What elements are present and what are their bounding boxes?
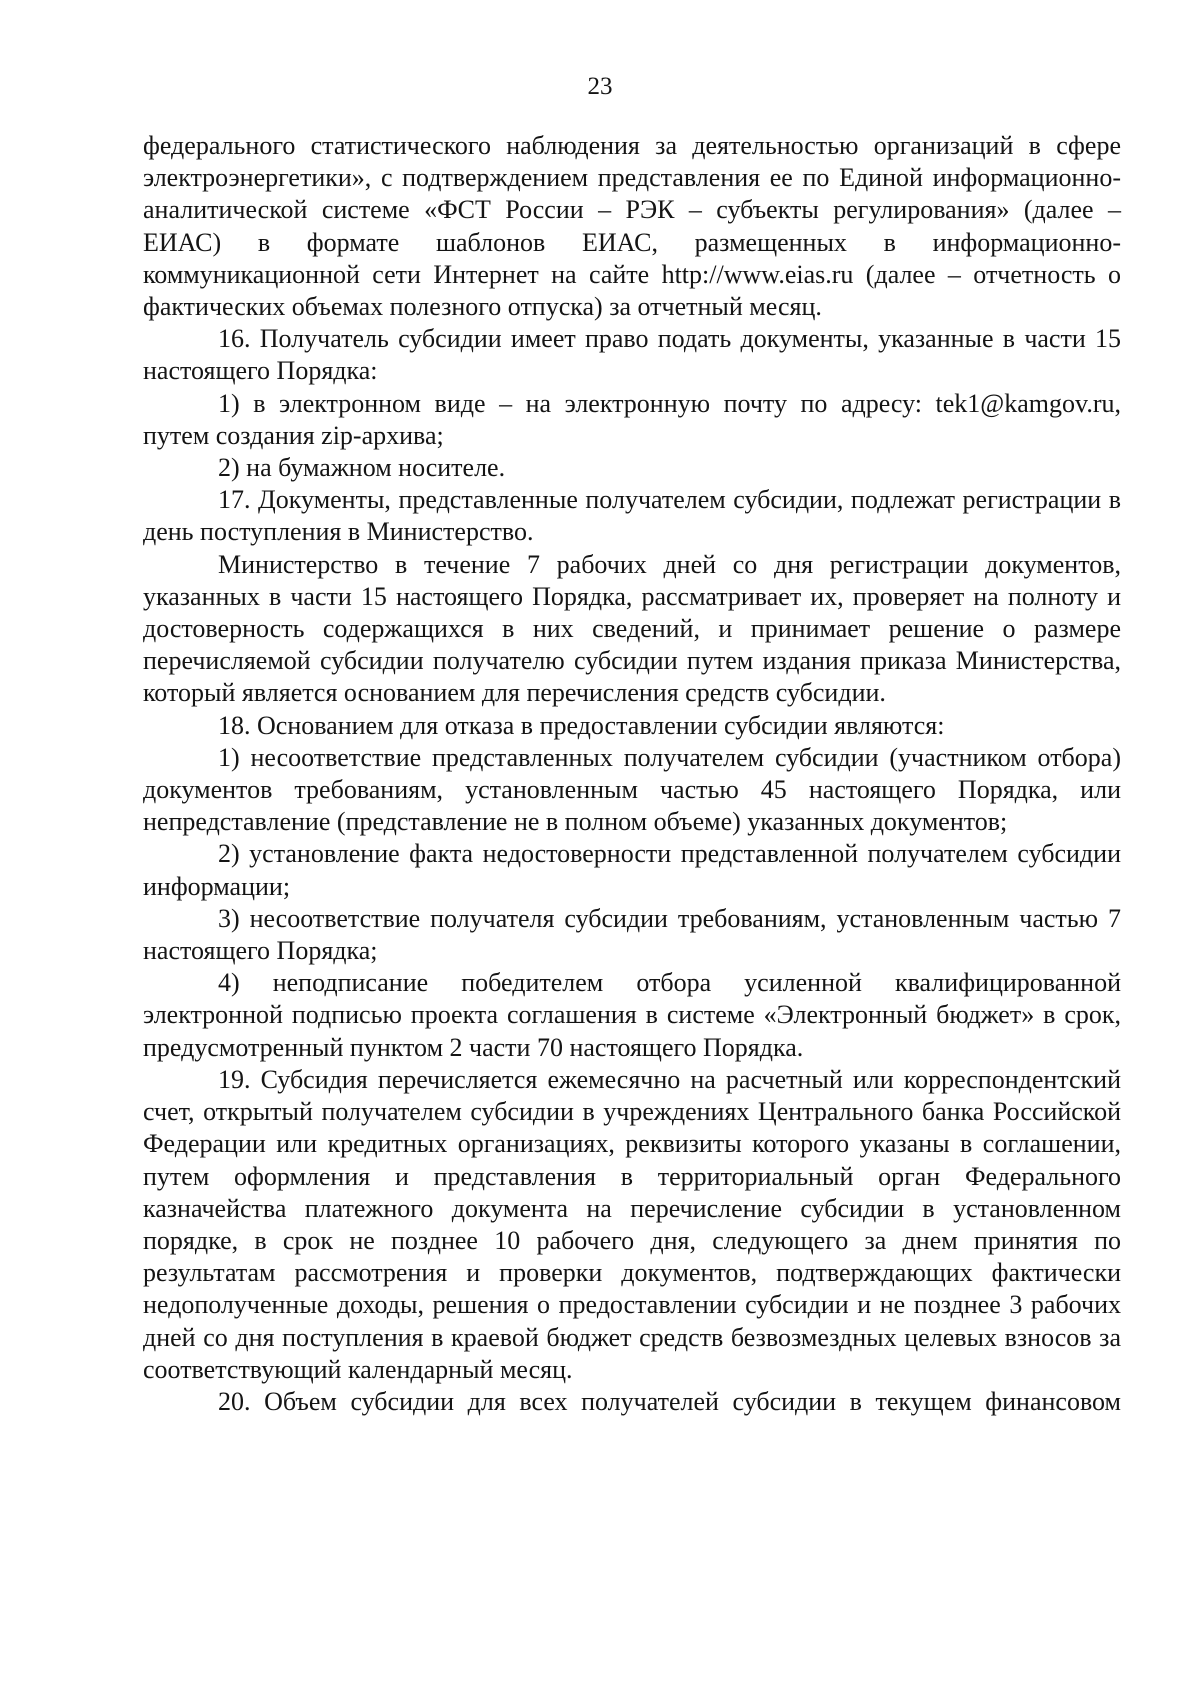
paragraph-20: 20. Объем субсидии для всех получателей субсидии в текущем финансовом: [218, 1386, 1121, 1416]
paragraph-19: 19. Субсидия перечисляется ежемесячно на расчетный или корреспондентский счет, открытый получателем субсидии в учреждениях Центрального банка Российской Федерации или кредитных организациях, реквизиты которого указаны в соглашении, путем оформления и представления в территориальный орган Федерального казначейства платежного документа на перечисление субсидии в установленном порядке, в срок не позднее 10 рабочего дня, следующего за днем принятия по результатам рассмотрения и проверки документов, подтверждающих фактически недополученные доходы, решения о предоставлении субсидии и не позднее 3 рабочих дней со дня поступления в краевой бюджет средств безвозмездных целевых взносов за соответствующий календарный месяц.: [143, 1064, 1121, 1384]
paragraph-16: 16. Получатель субсидии имеет право подать документы, указанные в части 15 настоящего Порядка:: [143, 324, 1121, 386]
paragraph-17-ministry: Министерство в течение 7 рабочих дней со дня регистрации документов, указанных в части 15 настоящего Порядка, рассматривает их, проверяет на полноту и достоверность содержащихся в них сведений, и принимает решение о размере перечисляемой субсидии получателю субсидии путем издания приказа Министерства, который является основанием для перечисления средств субсидии.: [143, 549, 1121, 708]
paragraph-continuation: федерального статистического наблюдения за деятельностью организаций в сфере электроэнергетики», с подтверждением представления ее по Единой информационно-аналитической системе «ФСТ России – РЭК – субъекты регулирования» (далее – ЕИАС) в формате шаблонов ЕИАС, размещенных в информационно-коммуникационной сети Интернет на сайте http://www.eias.ru (далее – отчетность о фактических объемах полезного отпуска) за отчетный месяц.: [143, 131, 1121, 322]
paragraph-16-item-1: 1) в электронном виде – на электронную почту по адресу: tek1@kamgov.ru, путем создания zip-архива;: [143, 388, 1121, 450]
paragraph-18-item-2: 2) установление факта недостоверности представленной получателем субсидии информации;: [143, 839, 1121, 901]
paragraph-18-item-4: 4) неподписание победителем отбора усиленной квалифицированной электронной подписью проекта соглашения в системе «Электронный бюджет» в срок, предусмотренный пунктом 2 части 70 настоящего Порядка.: [143, 968, 1121, 1062]
paragraph-18: 18. Основанием для отказа в предоставлении субсидии являются:: [218, 710, 945, 740]
paragraph-16-item-2: 2) на бумажном носителе.: [218, 453, 506, 483]
page-number: 23: [587, 73, 613, 100]
document-body: [143, 130, 1121, 1418]
paragraph-18-item-1: 1) несоответствие представленных получателем субсидии (участником отбора) документов требованиям, установленным частью 45 настоящего Порядка, или непредставление (представление не в полном объеме) указанных документов;: [143, 742, 1121, 837]
paragraph-17: 17. Документы, представленные получателем субсидии, подлежат регистрации в день поступления в Министерство.: [143, 485, 1121, 547]
paragraph-18-item-3: 3) несоответствие получателя субсидии требованиям, установленным частью 7 настоящего Порядка;: [143, 903, 1121, 966]
